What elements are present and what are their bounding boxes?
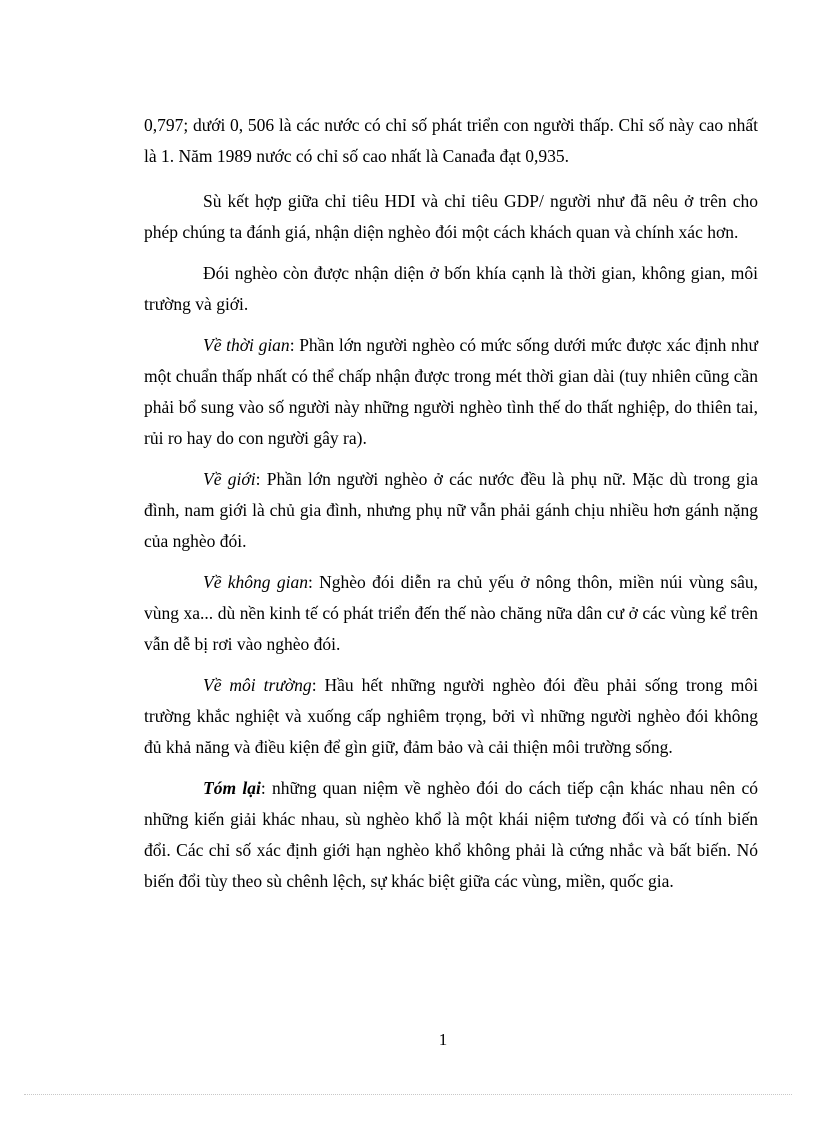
- paragraph-gender: [144, 464, 758, 557]
- paragraph-text: : Hầu hết những người nghèo đói đều phải sống trong môi trường khắc nghiệt và xuống cấp nghiêm trọng, bởi vì những người nghèo đói không đủ khả năng và điều kiện để gìn giữ, đảm bảo và cải thiện môi trường sống.: [144, 675, 758, 757]
- paragraph-lead: Về giới: [203, 469, 256, 489]
- paragraph-hdi-gdp: [144, 186, 758, 248]
- body-text: [144, 110, 758, 907]
- paragraph-lead: Tóm lại: [203, 778, 261, 798]
- paragraph-lead: Về thời gian: [203, 335, 290, 355]
- paragraph-lead: Về không gian: [203, 572, 308, 592]
- paragraph-environment: [144, 670, 758, 763]
- paragraph-text: Sù kết hợp giữa chỉ tiêu HDI và chỉ tiêu GDP/ người như đã nêu ở trên cho phép chúng ta đánh giá, nhận diện nghèo đói một cách khách quan và chính xác hơn.: [144, 191, 758, 242]
- paragraph-text: : Phần lớn người nghèo có mức sống dưới mức được xác định như một chuẩn thấp nhất có thể chấp nhận được trong mét thời gian dài (tuy nhiên cũng cần phải bổ sung vào số người này những người nghèo tình thế do thất nghiệp, do thiên tai, rủi ro hay do con người gây ra).: [144, 335, 758, 448]
- paragraph-text: Đói nghèo còn được nhận diện ở bốn khía cạnh là thời gian, không gian, môi trường và giới.: [144, 263, 758, 314]
- footer-divider: [24, 1094, 792, 1095]
- paragraph-hdi-values: [144, 110, 758, 172]
- paragraph-text: : Nghèo đói diễn ra chủ yếu ở nông thôn, miền núi vùng sâu, vùng xa... dù nền kinh tế có phát triển đến thế nào chăng nữa dân cư ở các vùng kể trên vẫn dễ bị rơi vào nghèo đói.: [144, 572, 758, 654]
- paragraph-text: 0,797; dưới 0, 506 là các nước có chỉ số phát triển con người thấp. Chỉ số này cao nhất là 1. Năm 1989 nước có chỉ số cao nhất là Canađa đạt 0,935.: [144, 115, 758, 166]
- paragraph-four-aspects: [144, 258, 758, 320]
- paragraph-space: [144, 567, 758, 660]
- paragraph-summary: [144, 773, 758, 897]
- paragraph-time: [144, 330, 758, 454]
- page-number: 1: [438, 1030, 448, 1049]
- paragraph-text: : Phần lớn người nghèo ở các nước đều là phụ nữ. Mặc dù trong gia đình, nam giới là chủ gia đình, nhưng phụ nữ vẫn phải gánh chịu nhiều hơn gánh nặng của nghèo đói.: [144, 469, 758, 551]
- paragraph-lead: Về môi trường: [203, 675, 312, 695]
- paragraph-text: : những quan niệm về nghèo đói do cách tiếp cận khác nhau nên có những kiến giải khác nhau, sù nghèo khổ là một khái niệm tương đối và có tính biến đổi. Các chỉ số xác định giới hạn nghèo khổ không phải là cứng nhắc và bất biến. Nó biến đổi tùy theo sù chênh lệch, sự khác biệt giữa các vùng, miền, quốc gia.: [144, 778, 759, 891]
